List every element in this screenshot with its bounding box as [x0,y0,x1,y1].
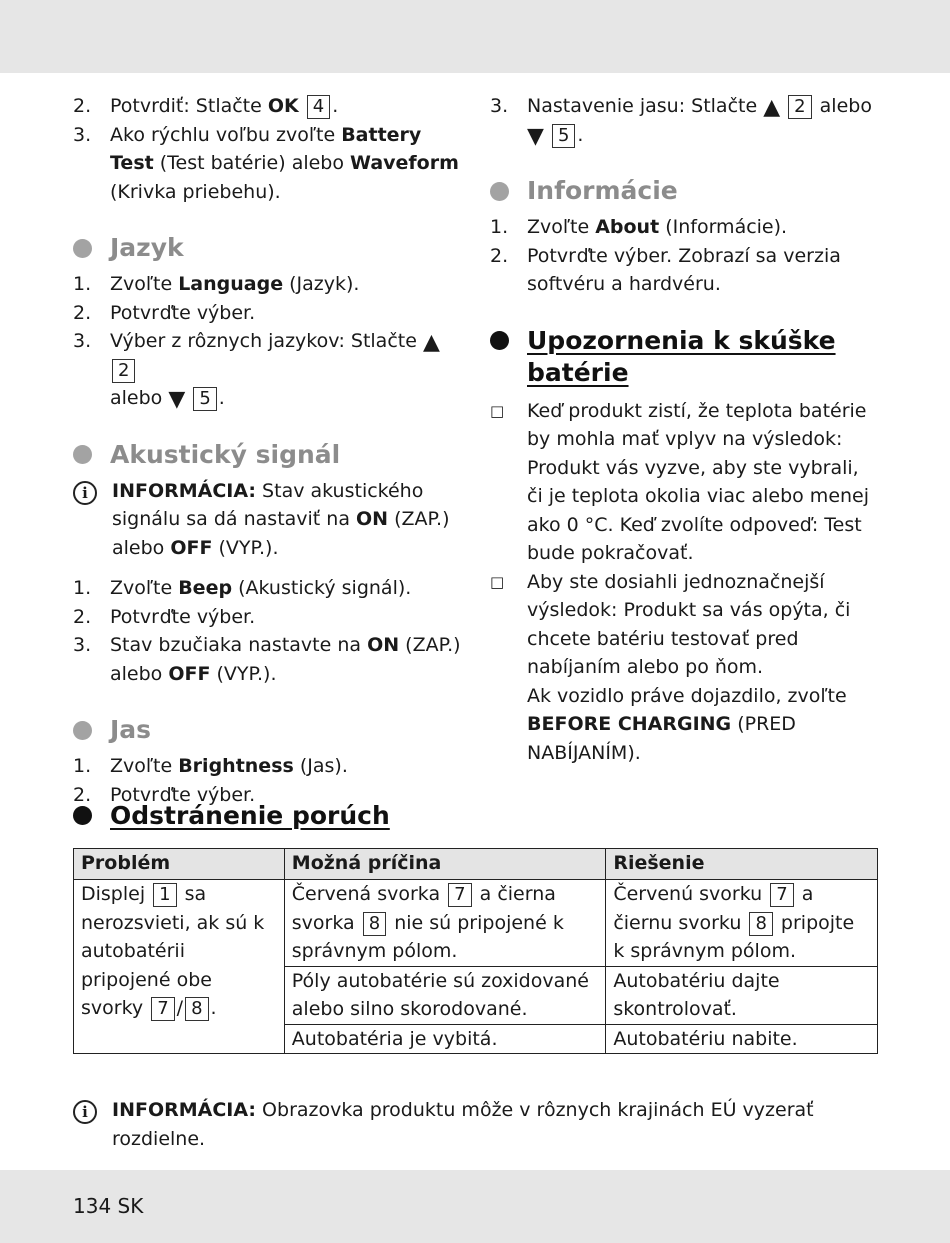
key-badge: 8 [749,912,772,936]
key-badge: 2 [788,95,811,119]
bullet-dot [73,806,92,825]
key-badge: 7 [448,883,471,907]
key-badge: 5 [193,387,216,411]
troubleshooting-table [73,848,878,1054]
troubleshooting-section [73,800,878,1054]
arrow-up-icon: ▲ [763,95,781,120]
jazyk-list [73,270,468,413]
key-badge: 1 [153,883,176,907]
problem-cell: Displej 1 sa nerozsvieti, ak sú k autobatérii pripojené obe svorky 7 / 8 . [74,880,285,1054]
list-item: 2. Potvrďte výber. Zobrazí sa verzia softvéru a hardvéru. [490,244,841,295]
table-row [74,880,878,967]
confirm-list [73,92,468,206]
solution-cell: Autobatériu dajte skontrolovať. [606,966,878,1024]
list-item: □ Aby ste dosiahli jednoznačnejší výsledok: Produkt sa vás opýta, či chcete batériu testovať pred nabíjaním alebo po ňom. Ak vozidlo práve dojazdilo, zvoľte BEFORE CHARGING (PRED NABÍJANÍM). [490,568,880,768]
header-band [0,0,950,73]
info-note: i INFORMÁCIA: Stav akustického signálu sa dá nastaviť na ON (ZAP.) alebo OFF (VYP.). [73,477,468,563]
informacie-list [490,213,880,299]
arrow-down-icon: ▼ [168,387,186,412]
checkbox-bullet: □ [490,401,505,420]
key-badge: 7 [151,997,174,1021]
key-badge: 2 [112,359,135,383]
jas-continued-list [490,92,880,149]
info-icon: i [73,481,97,505]
column-header: Riešenie [606,849,878,880]
bottom-info-note: i INFORMÁCIA: Obrazovka produktu môže v rôznych krajinách EÚ vyzerať rozdielne. [73,1096,878,1153]
left-column [73,92,468,809]
cause-cell: Červená svorka 7 a čierna svorka 8 nie sú pripojené k správnym pólom. [284,880,606,967]
arrow-down-icon: ▼ [527,123,544,149]
item-number: 3. [73,123,92,146]
list-item: 3. Výber z rôznych jazykov: Stlačte ▲ 2 alebo ▼ 5 . [73,330,440,412]
cause-cell: Póly autobatérie sú zoxidované alebo silno skorodované. [284,966,606,1024]
list-item: □ Keď produkt zistí, že teplota batérie by mohla mať vplyv na výsledok: Produkt vás vyzve, aby ste vybrali, či je teplota okolia viac alebo menej ako 0 °C. Keď zvolíte odpoveď: Test bude pokračovať. [490,397,880,568]
list-item: 2. Potvrďte výber. [73,783,256,806]
section-heading-akusticky: Akustický signál [73,439,468,471]
section-heading-odstranenie: Odstránenie porúch [73,800,878,832]
list-item: 3. Nastavenie jasu: Stlačte ▲ 2 alebo ▼ 5 . [490,95,872,149]
info-icon: i [73,1100,97,1124]
key-badge: 7 [770,883,793,907]
column-header: Problém [74,849,285,880]
list-item: 1. Zvoľte Brightness (Jas). [73,755,348,777]
item-number: 2. [73,95,92,117]
solution-cell: Autobatériu nabite. [606,1024,878,1054]
solution-cell: Červenú svorku 7 a čiernu svorku 8 pripojte k správnym pólom. [606,880,878,967]
table-header-row [74,849,878,880]
list-item: 1. Zvoľte Language (Jazyk). [73,273,360,295]
list-item: 2. Potvrdiť: Stlačte OK 4 . [73,92,468,121]
bullet-dot [490,182,509,201]
akusticky-list [73,574,468,688]
page-number: 134 SK [73,1194,144,1218]
key-badge: 8 [185,997,208,1021]
list-item: 3. Ako rýchlu voľbu zvoľte Battery Test (Test batérie) alebo Waveform (Krivka priebehu). [73,121,468,207]
arrow-up-icon: ▲ [422,330,440,355]
list-item: 1. Zvoľte Beep (Akustický signál). [73,577,412,599]
list-item: 2. Potvrďte výber. [73,301,256,324]
checkbox-bullet: □ [490,572,505,591]
bullet-dot [490,331,509,350]
section-heading-jas: Jas [73,714,468,746]
bullet-dot [73,239,92,258]
section-heading-upozornenia: Upozornenia k skúške batérie [490,325,880,389]
key-badge: 8 [363,912,386,936]
bullet-dot [73,445,92,464]
key-badge: 4 [307,95,330,119]
cause-cell: Autobatéria je vybitá. [284,1024,606,1054]
section-heading-jazyk: Jazyk [73,232,468,264]
upozornenia-list [490,397,880,768]
column-header: Možná príčina [284,849,606,880]
list-item: 1. Zvoľte About (Informácie). [490,216,788,238]
list-item: 3. Stav bzučiaka nastavte na ON (ZAP.) alebo OFF (VYP.). [73,634,461,685]
right-column [490,92,880,767]
bullet-dot [73,721,92,740]
section-heading-informacie: Informácie [490,175,880,207]
list-item: 2. Potvrďte výber. [73,605,256,628]
key-badge: 5 [552,124,575,148]
